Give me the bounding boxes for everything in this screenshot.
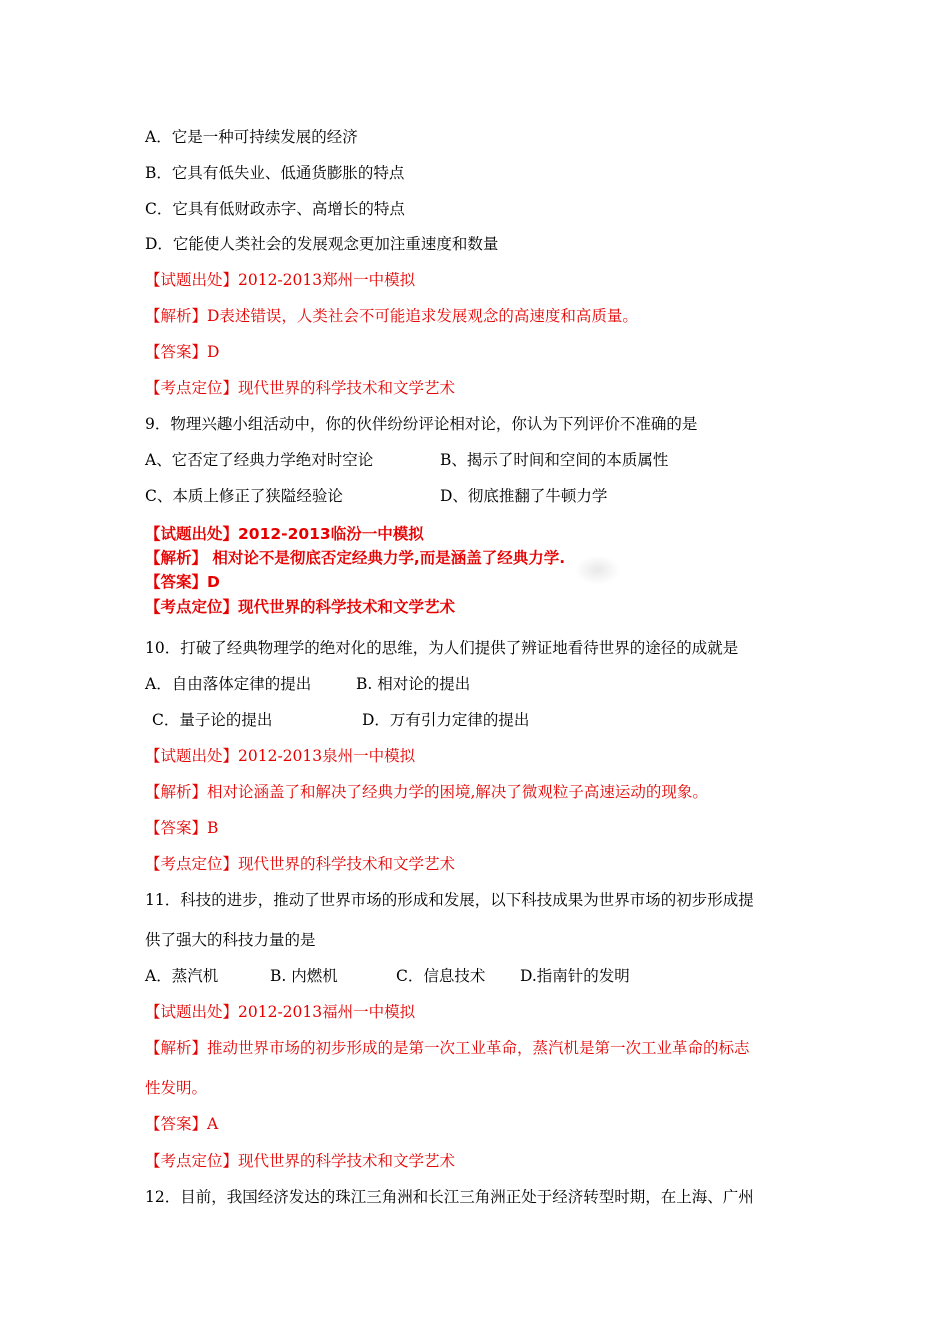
q9-stem: 9．物理兴趣小组活动中，你的伙伴纷纷评论相对论，你认为下列评价不准确的是 — [145, 415, 698, 433]
q10-option-d: D．万有引力定律的提出 — [362, 711, 530, 729]
q8-topic: 【考点定位】现代世界的科学技术和文学艺术 — [145, 379, 456, 397]
q8-option-a: A．它是一种可持续发展的经济 — [145, 128, 358, 146]
q11-topic: 【考点定位】现代世界的科学技术和文学艺术 — [145, 1152, 456, 1170]
q9-option-b: B、揭示了时间和空间的本质属性 — [440, 451, 669, 469]
scan-smudge — [575, 555, 620, 585]
q11-option-c: C．信息技术 — [396, 967, 486, 985]
q10-analysis: 【解析】相对论涵盖了和解决了经典力学的困境,解决了微观粒子高速运动的现象。 — [145, 783, 708, 801]
q11-stem-line1: 11．科技的进步，推动了世界市场的形成和发展，以下科技成果为世界市场的初步形成提 — [145, 891, 754, 909]
q11-stem-line2: 供了强大的科技力量的是 — [145, 931, 316, 949]
q10-option-a: A．自由落体定律的提出 — [145, 675, 312, 693]
q11-analysis-line1: 【解析】推动世界市场的初步形成的是第一次工业革命，蒸汽机是第一次工业革命的标志 — [145, 1039, 750, 1057]
q8-answer: 【答案】D — [145, 343, 220, 361]
q8-analysis: 【解析】D表述错误，人类社会不可能追求发展观念的高速度和高质量。 — [145, 307, 638, 325]
q9-option-c: C、本质上修正了狭隘经验论 — [145, 487, 343, 505]
q10-option-b: B. 相对论的提出 — [356, 675, 471, 693]
q9-option-d: D、彻底推翻了牛顿力学 — [440, 487, 608, 505]
q8-option-d: D．它能使人类社会的发展观念更加注重速度和数量 — [145, 235, 499, 253]
q9-source: 【试题出处】2012-2013临汾一中模拟 — [145, 525, 424, 543]
q8-option-b: B．它具有低失业、低通货膨胀的特点 — [145, 164, 405, 182]
q11-source: 【试题出处】2012-2013福州一中模拟 — [145, 1003, 416, 1021]
q11-analysis-line2: 性发明。 — [145, 1079, 208, 1097]
q10-topic: 【考点定位】现代世界的科学技术和文学艺术 — [145, 855, 456, 873]
q11-option-a: A．蒸汽机 — [145, 967, 219, 985]
q9-topic: 【考点定位】现代世界的科学技术和文学艺术 — [145, 598, 456, 616]
q9-option-a: A、它否定了经典力学绝对时空论 — [145, 451, 374, 469]
q11-option-d: D.指南针的发明 — [520, 967, 630, 985]
q10-stem: 10．打破了经典物理学的绝对化的思维，为人们提供了辨证地看待世界的途径的成就是 — [145, 639, 739, 657]
q11-option-b: B. 内燃机 — [270, 967, 338, 985]
q10-source: 【试题出处】2012-2013泉州一中模拟 — [145, 747, 416, 765]
q10-option-c: C．量子论的提出 — [152, 711, 273, 729]
q10-answer: 【答案】B — [145, 819, 219, 837]
q8-option-c: C．它具有低财政赤字、高增长的特点 — [145, 200, 405, 218]
q11-answer: 【答案】A — [145, 1115, 219, 1133]
q9-analysis: 【解析】 相对论不是彻底否定经典力学,而是涵盖了经典力学. — [145, 549, 566, 567]
q8-source: 【试题出处】2012-2013郑州一中模拟 — [145, 271, 416, 289]
q12-stem: 12．目前，我国经济发达的珠江三角洲和长江三角洲正处于经济转型时期，在上海、广州 — [145, 1188, 754, 1206]
q9-answer: 【答案】D — [145, 573, 220, 591]
